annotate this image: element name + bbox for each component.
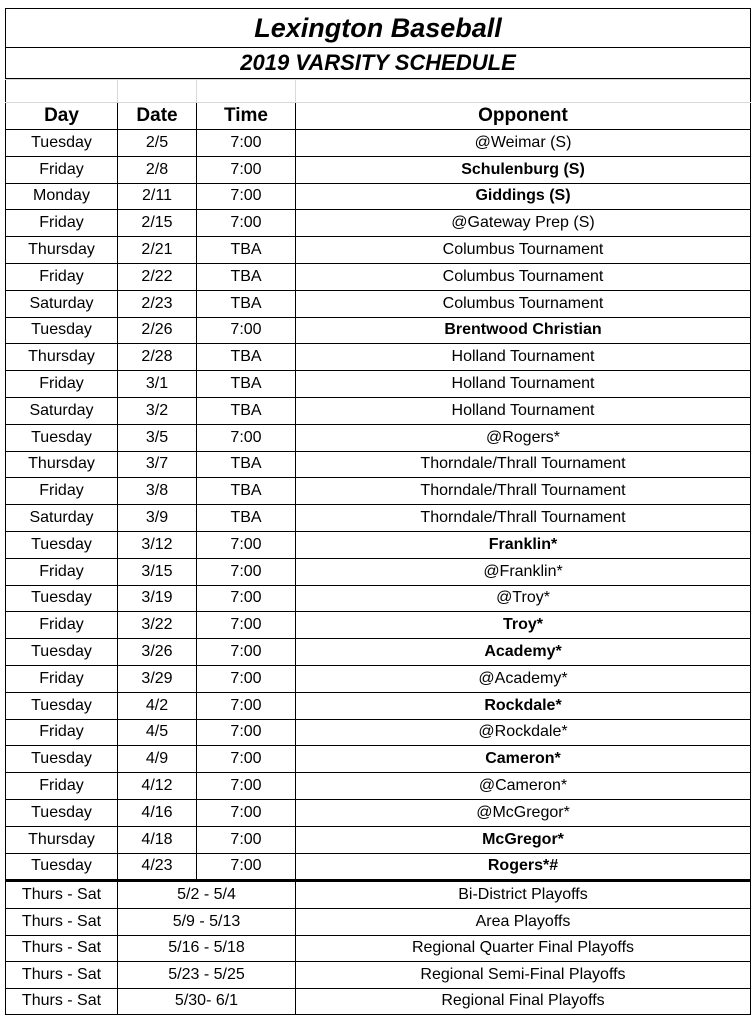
time-cell: TBA xyxy=(197,397,296,424)
time-cell: TBA xyxy=(197,263,296,290)
date-cell: 3/29 xyxy=(118,665,197,692)
time-cell: TBA xyxy=(197,290,296,317)
day-cell: Friday xyxy=(6,156,118,183)
day-cell: Friday xyxy=(6,612,118,639)
time-cell: 7:00 xyxy=(197,853,296,881)
opponent-cell: Holland Tournament xyxy=(296,397,751,424)
game-row xyxy=(6,290,751,317)
header-row xyxy=(6,103,751,130)
date-cell: 4/16 xyxy=(118,799,197,826)
day-cell: Tuesday xyxy=(6,853,118,881)
game-row xyxy=(6,692,751,719)
page-subtitle: 2019 VARSITY SCHEDULE xyxy=(5,47,751,79)
time-cell: 7:00 xyxy=(197,531,296,558)
header-time: Time xyxy=(197,103,296,130)
opponent-cell: Rockdale* xyxy=(296,692,751,719)
time-cell: TBA xyxy=(197,371,296,398)
time-cell: 7:00 xyxy=(197,639,296,666)
day-cell: Friday xyxy=(6,478,118,505)
day-cell: Tuesday xyxy=(6,639,118,666)
game-row xyxy=(6,826,751,853)
opponent-cell: Cameron* xyxy=(296,746,751,773)
day-cell: Tuesday xyxy=(6,424,118,451)
date-cell: 2/28 xyxy=(118,344,197,371)
game-row xyxy=(6,371,751,398)
time-cell: 7:00 xyxy=(197,799,296,826)
date-cell: 2/22 xyxy=(118,263,197,290)
date-cell: 2/26 xyxy=(118,317,197,344)
opponent-cell: @Rogers* xyxy=(296,424,751,451)
date-cell: 3/9 xyxy=(118,505,197,532)
game-row xyxy=(6,451,751,478)
opponent-cell: Brentwood Christian xyxy=(296,317,751,344)
date-cell: 2/21 xyxy=(118,237,197,264)
header-opponent: Opponent xyxy=(296,103,751,130)
game-row xyxy=(6,719,751,746)
opponent-cell: Columbus Tournament xyxy=(296,237,751,264)
time-cell: TBA xyxy=(197,451,296,478)
time-cell: TBA xyxy=(197,505,296,532)
page-title: Lexington Baseball xyxy=(5,8,751,47)
date-cell: 2/8 xyxy=(118,156,197,183)
game-row xyxy=(6,156,751,183)
game-row xyxy=(6,344,751,371)
playoff-day-cell: Thurs - Sat xyxy=(6,881,118,909)
game-row xyxy=(6,263,751,290)
playoff-round-cell: Regional Semi-Final Playoffs xyxy=(296,962,751,989)
playoff-dates-cell: 5/23 - 5/25 xyxy=(118,962,296,989)
header-date: Date xyxy=(118,103,197,130)
time-cell: 7:00 xyxy=(197,665,296,692)
game-row xyxy=(6,639,751,666)
date-cell: 3/1 xyxy=(118,371,197,398)
time-cell: 7:00 xyxy=(197,210,296,237)
game-row xyxy=(6,237,751,264)
time-cell: 7:00 xyxy=(197,585,296,612)
date-cell: 4/18 xyxy=(118,826,197,853)
playoff-row xyxy=(6,935,751,962)
playoff-day-cell: Thurs - Sat xyxy=(6,988,118,1015)
date-cell: 2/5 xyxy=(118,130,197,157)
day-cell: Friday xyxy=(6,665,118,692)
game-row xyxy=(6,799,751,826)
date-cell: 4/9 xyxy=(118,746,197,773)
opponent-cell: @Troy* xyxy=(296,585,751,612)
opponent-cell: Troy* xyxy=(296,612,751,639)
game-row xyxy=(6,746,751,773)
playoff-day-cell: Thurs - Sat xyxy=(6,908,118,935)
game-row xyxy=(6,478,751,505)
opponent-cell: McGregor* xyxy=(296,826,751,853)
time-cell: 7:00 xyxy=(197,692,296,719)
day-cell: Tuesday xyxy=(6,531,118,558)
playoff-dates-cell: 5/16 - 5/18 xyxy=(118,935,296,962)
opponent-cell: @Cameron* xyxy=(296,773,751,800)
game-row xyxy=(6,210,751,237)
playoff-round-cell: Regional Quarter Final Playoffs xyxy=(296,935,751,962)
day-cell: Thursday xyxy=(6,344,118,371)
schedule-table xyxy=(5,79,751,1015)
day-cell: Friday xyxy=(6,719,118,746)
opponent-cell: Holland Tournament xyxy=(296,344,751,371)
date-cell: 3/22 xyxy=(118,612,197,639)
day-cell: Friday xyxy=(6,371,118,398)
date-cell: 3/8 xyxy=(118,478,197,505)
time-cell: 7:00 xyxy=(197,773,296,800)
playoff-dates-cell: 5/30- 6/1 xyxy=(118,988,296,1015)
playoff-round-cell: Regional Final Playoffs xyxy=(296,988,751,1015)
time-cell: 7:00 xyxy=(197,130,296,157)
playoff-round-cell: Area Playoffs xyxy=(296,908,751,935)
game-row xyxy=(6,531,751,558)
day-cell: Saturday xyxy=(6,290,118,317)
game-row xyxy=(6,183,751,210)
opponent-cell: @Rockdale* xyxy=(296,719,751,746)
opponent-cell: @Academy* xyxy=(296,665,751,692)
opponent-cell: Franklin* xyxy=(296,531,751,558)
date-cell: 3/26 xyxy=(118,639,197,666)
game-row xyxy=(6,612,751,639)
game-row xyxy=(6,317,751,344)
time-cell: 7:00 xyxy=(197,558,296,585)
time-cell: TBA xyxy=(197,237,296,264)
date-cell: 4/5 xyxy=(118,719,197,746)
playoff-day-cell: Thurs - Sat xyxy=(6,935,118,962)
day-cell: Monday xyxy=(6,183,118,210)
day-cell: Tuesday xyxy=(6,799,118,826)
day-cell: Tuesday xyxy=(6,130,118,157)
playoff-dates-cell: 5/9 - 5/13 xyxy=(118,908,296,935)
date-cell: 4/12 xyxy=(118,773,197,800)
game-row xyxy=(6,773,751,800)
day-cell: Friday xyxy=(6,263,118,290)
date-cell: 2/23 xyxy=(118,290,197,317)
day-cell: Tuesday xyxy=(6,746,118,773)
date-cell: 3/12 xyxy=(118,531,197,558)
opponent-cell: Rogers*# xyxy=(296,853,751,881)
opponent-cell: Columbus Tournament xyxy=(296,290,751,317)
playoff-dates-cell: 5/2 - 5/4 xyxy=(118,881,296,909)
day-cell: Friday xyxy=(6,773,118,800)
playoff-row xyxy=(6,908,751,935)
playoff-round-cell: Bi-District Playoffs xyxy=(296,881,751,909)
day-cell: Thursday xyxy=(6,237,118,264)
date-cell: 4/2 xyxy=(118,692,197,719)
playoff-row xyxy=(6,962,751,989)
playoff-day-cell: Thurs - Sat xyxy=(6,962,118,989)
opponent-cell: Thorndale/Thrall Tournament xyxy=(296,478,751,505)
time-cell: 7:00 xyxy=(197,612,296,639)
time-cell: 7:00 xyxy=(197,183,296,210)
game-row xyxy=(6,558,751,585)
time-cell: TBA xyxy=(197,344,296,371)
date-cell: 3/7 xyxy=(118,451,197,478)
opponent-cell: Giddings (S) xyxy=(296,183,751,210)
date-cell: 3/19 xyxy=(118,585,197,612)
day-cell: Tuesday xyxy=(6,692,118,719)
playoff-row xyxy=(6,881,751,909)
game-row xyxy=(6,130,751,157)
opponent-cell: Thorndale/Thrall Tournament xyxy=(296,451,751,478)
opponent-cell: Thorndale/Thrall Tournament xyxy=(296,505,751,532)
game-row xyxy=(6,505,751,532)
opponent-cell: @McGregor* xyxy=(296,799,751,826)
time-cell: 7:00 xyxy=(197,826,296,853)
opponent-cell: Columbus Tournament xyxy=(296,263,751,290)
game-row xyxy=(6,585,751,612)
day-cell: Saturday xyxy=(6,505,118,532)
header-day: Day xyxy=(6,103,118,130)
opponent-cell: @Weimar (S) xyxy=(296,130,751,157)
game-row xyxy=(6,424,751,451)
date-cell: 3/5 xyxy=(118,424,197,451)
date-cell: 2/11 xyxy=(118,183,197,210)
game-row xyxy=(6,853,751,881)
opponent-cell: Schulenburg (S) xyxy=(296,156,751,183)
game-row xyxy=(6,665,751,692)
opponent-cell: @Franklin* xyxy=(296,558,751,585)
time-cell: 7:00 xyxy=(197,424,296,451)
day-cell: Friday xyxy=(6,210,118,237)
day-cell: Tuesday xyxy=(6,585,118,612)
day-cell: Tuesday xyxy=(6,317,118,344)
spacer-row xyxy=(6,80,751,103)
playoff-row xyxy=(6,988,751,1015)
date-cell: 3/15 xyxy=(118,558,197,585)
day-cell: Thursday xyxy=(6,451,118,478)
day-cell: Friday xyxy=(6,558,118,585)
opponent-cell: @Gateway Prep (S) xyxy=(296,210,751,237)
date-cell: 2/15 xyxy=(118,210,197,237)
time-cell: 7:00 xyxy=(197,156,296,183)
date-cell: 4/23 xyxy=(118,853,197,881)
time-cell: 7:00 xyxy=(197,746,296,773)
day-cell: Saturday xyxy=(6,397,118,424)
time-cell: 7:00 xyxy=(197,719,296,746)
opponent-cell: Academy* xyxy=(296,639,751,666)
time-cell: TBA xyxy=(197,478,296,505)
game-row xyxy=(6,397,751,424)
opponent-cell: Holland Tournament xyxy=(296,371,751,398)
date-cell: 3/2 xyxy=(118,397,197,424)
day-cell: Thursday xyxy=(6,826,118,853)
time-cell: 7:00 xyxy=(197,317,296,344)
